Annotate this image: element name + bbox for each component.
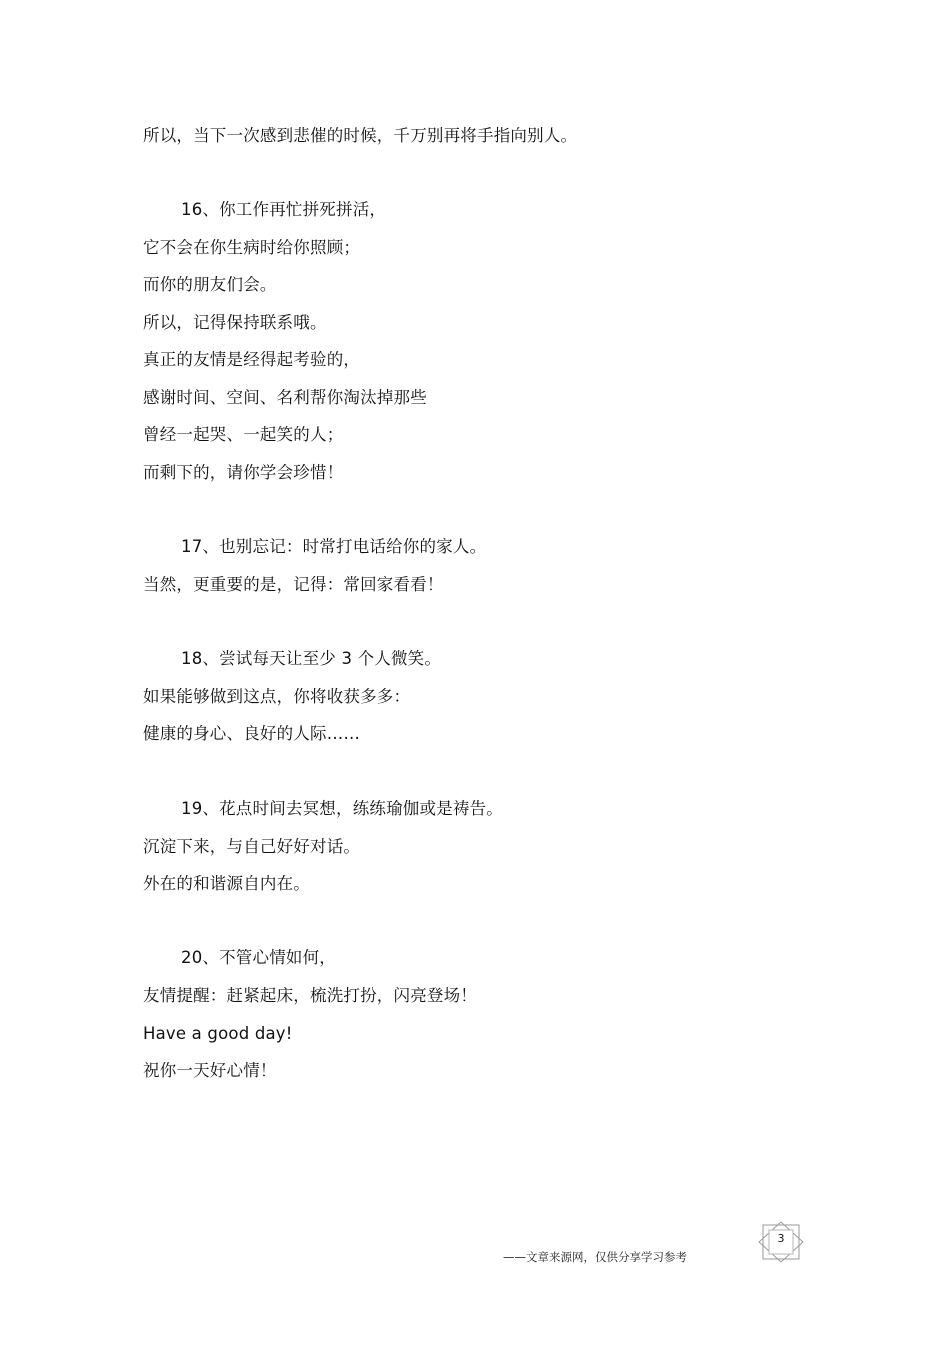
text-line: 外在的和谐源自内在。 <box>143 874 310 893</box>
text-line: 而剩下的，请你学会珍惜！ <box>143 463 344 482</box>
text-line: 如果能够做到这点，你将收获多多： <box>143 687 411 706</box>
item-17-heading: 17、也别忘记：时常打电话给你的家人。 <box>181 537 487 556</box>
text-line: 当然，更重要的是，记得：常回家看看！ <box>143 575 444 594</box>
item-18-heading: 18、尝试每天让至少 3 个人微笑。 <box>181 649 442 668</box>
text-line: 所以，记得保持联系哦。 <box>143 313 327 332</box>
footer-source-text: ——文章来源网，仅供分享学习参考 <box>503 1250 687 1264</box>
page-number: 3 <box>777 1232 785 1245</box>
item-16-heading: 16、你工作再忙拼死拼活， <box>181 200 387 219</box>
text-line: 感谢时间、空间、名利帮你淘汰掉那些 <box>143 388 427 407</box>
text-line: 所以，当下一次感到悲催的时候，千万别再将手指向别人。 <box>143 126 578 145</box>
text-line: 沉淀下来，与自己好好对话。 <box>143 837 361 856</box>
text-line: 曾经一起哭、一起笑的人； <box>143 425 344 444</box>
text-line: 真正的友情是经得起考验的， <box>143 350 361 369</box>
text-line: Have a good day! <box>143 1024 293 1043</box>
text-line: 而你的朋友们会。 <box>143 275 277 294</box>
text-line: 健康的身心、良好的人际…… <box>143 724 361 743</box>
item-19-heading: 19、花点时间去冥想，练练瑜伽或是祷告。 <box>181 799 503 818</box>
text-line: 友情提醒：赶紧起床，梳洗打扮，闪亮登场！ <box>143 986 477 1005</box>
item-20-heading: 20、不管心情如何， <box>181 948 336 967</box>
text-line: 祝你一天好心情！ <box>143 1061 277 1080</box>
text-line: 它不会在你生病时给你照顾； <box>143 238 361 257</box>
